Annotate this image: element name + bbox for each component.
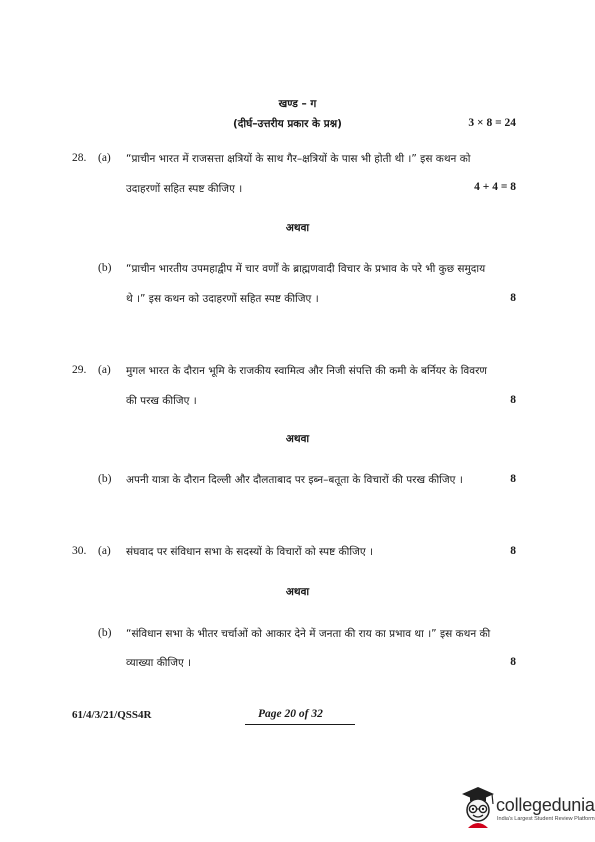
section-title: खण्ड – ग: [278, 98, 317, 110]
mascot-icon: [458, 784, 498, 828]
question-29a-marks: 8: [510, 394, 516, 406]
brand-tagline: India's Largest Student Review Platform: [497, 816, 595, 822]
section-marks: 3 × 8 = 24: [468, 117, 516, 129]
question-30b-marks: 8: [510, 656, 516, 668]
question-29a-text-line1: मुगल भारत के दौरान भूमि के राजकीय स्वामित्व और निजी संपत्ति की कमी के बर्नियर के विवरण: [126, 365, 487, 377]
question-28b-text-line2: थे ।” इस कथन को उदाहरणों सहित स्पष्ट कीजिए ।: [126, 293, 319, 305]
question-number-28: 28.: [72, 152, 87, 164]
question-29b-text-line1: अपनी यात्रा के दौरान दिल्ली और दौलताबाद पर इब्न–बतूता के विचारों की परख कीजिए ।: [126, 474, 463, 486]
question-28b-marks: 8: [510, 292, 516, 304]
question-30b-text-line1: “संविधान सभा के भीतर चर्चाओं को आकार देने में जनता की राय का प्रभाव था ।” इस कथन की: [126, 628, 491, 640]
question-28a-text-line2: उदाहरणों सहित स्पष्ट कीजिए ।: [126, 183, 243, 195]
question-28a-label: (a): [98, 152, 111, 164]
question-30a-text-line1: संघवाद पर संविधान सभा के सदस्यों के विचारों को स्पष्ट कीजिए ।: [126, 546, 373, 558]
question-number-29: 29.: [72, 364, 87, 376]
question-29b-label: (b): [98, 473, 112, 485]
question-29a-text-line2: की परख कीजिए ।: [126, 395, 197, 407]
paper-code: 61/4/3/21/QSS4R: [72, 709, 152, 721]
or-separator-29: अथवा: [285, 433, 310, 445]
brand-wordmark: collegedunia: [496, 795, 595, 815]
section-subtitle: (दीर्घ–उत्तरीय प्रकार के प्रश्न): [233, 118, 342, 130]
question-28b-label: (b): [98, 262, 112, 274]
question-28a-text-line1: “प्राचीन भारत में राजसत्ता क्षत्रियों के साथ गैर–क्षत्रियों के पास भी होती थी ।” इस कथन को: [126, 153, 471, 165]
page-number: Page 20 of 32: [258, 708, 323, 720]
question-number-30: 30.: [72, 545, 87, 557]
or-separator-30: अथवा: [285, 586, 310, 598]
question-29b-marks: 8: [510, 473, 516, 485]
question-29a-label: (a): [98, 364, 111, 376]
question-30b-text-line2: व्याख्या कीजिए ।: [126, 657, 192, 669]
page-number-underline: [245, 724, 355, 725]
or-separator-28: अथवा: [285, 222, 310, 234]
question-30a-marks: 8: [510, 545, 516, 557]
question-30a-label: (a): [98, 545, 111, 557]
question-28a-marks: 4 + 4 = 8: [474, 181, 516, 193]
question-30b-label: (b): [98, 627, 112, 639]
question-28b-text-line1: “प्राचीन भारतीय उपमहाद्वीप में चार वर्णों के ब्राह्मणवादी विचार के प्रभाव के परे भी कुछ समुदाय: [126, 263, 486, 275]
